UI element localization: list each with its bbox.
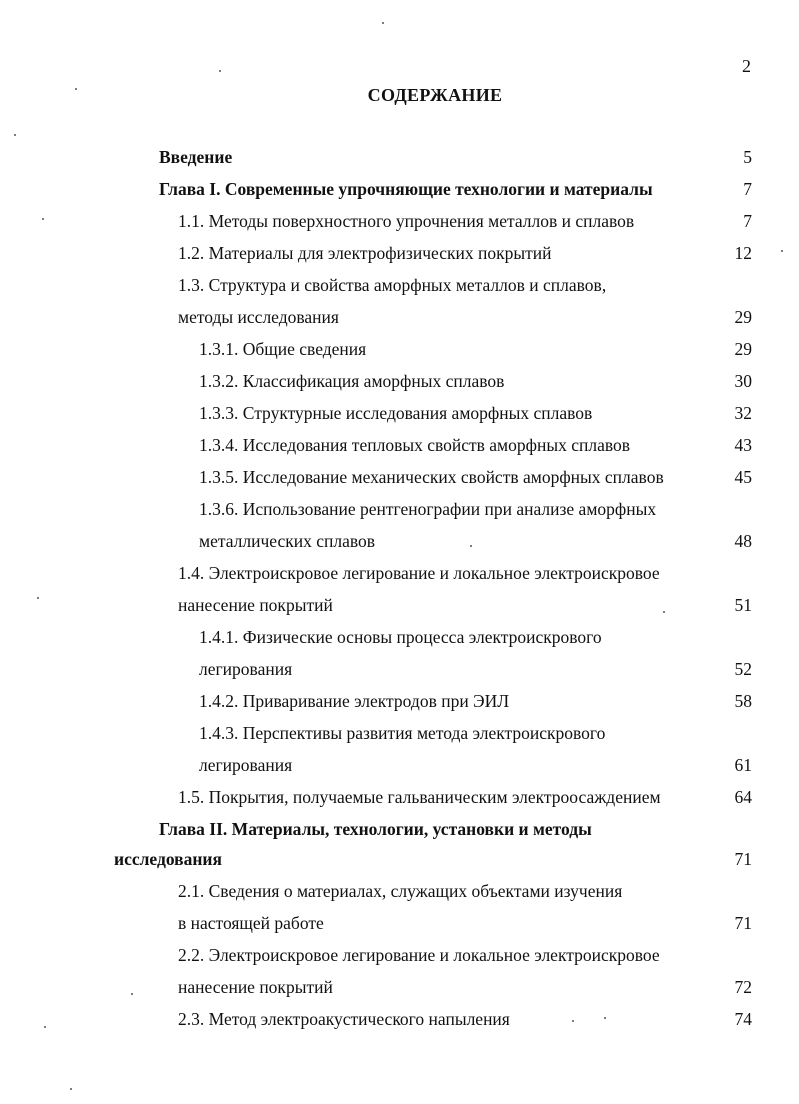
toc-entry-page: 45	[734, 467, 752, 487]
toc-entry-page: 52	[734, 659, 752, 679]
toc-entry-text: 1.2. Материалы для электрофизических покрытий	[178, 243, 552, 263]
toc-entry-text: Введение	[159, 147, 233, 167]
scan-speck	[604, 1017, 606, 1019]
toc-entry-page: 29	[734, 307, 752, 327]
toc-entry-text: 1.4.1. Физические основы процесса электроискрового	[199, 627, 602, 647]
toc-entry-text: 1.3.2. Классификация аморфных сплавов	[199, 371, 505, 391]
scan-speck	[37, 597, 39, 599]
scan-speck	[131, 993, 133, 995]
toc-entry-text: 1.1. Методы поверхностного упрочнения металлов и сплавов	[178, 211, 635, 231]
toc-entry-text: исследования	[114, 849, 222, 869]
toc-entry-page: 64	[734, 787, 752, 807]
scan-speck	[70, 1088, 72, 1090]
toc-entry-text: 1.3.6. Использование рентгенографии при анализе аморфных	[199, 499, 657, 519]
toc-entry-text: нанесение покрытий	[178, 977, 333, 997]
scan-speck	[663, 611, 665, 613]
page-title: СОДЕРЖАНИЕ	[367, 85, 503, 105]
toc-entry-text: 2.1. Сведения о материалах, служащих объектами изучения	[178, 881, 623, 901]
toc-entry-page: 71	[734, 849, 752, 869]
toc-entry-page: 7	[743, 179, 752, 199]
toc-entry-text: 1.3.3. Структурные исследования аморфных сплавов	[199, 403, 593, 423]
toc-entry-text: легирования	[199, 659, 293, 679]
scan-speck	[572, 1020, 574, 1022]
toc-entry-page: 7	[743, 211, 752, 231]
toc-entry-page: 72	[734, 977, 752, 997]
toc-entry-text: 1.4.2. Приваривание электродов при ЭИЛ	[199, 691, 510, 711]
toc-entry-text: в настоящей работе	[178, 913, 324, 933]
toc-entry-text: 1.3.4. Исследования тепловых свойств аморфных сплавов	[199, 435, 631, 455]
toc-entry-page: 30	[734, 371, 752, 391]
toc-entry-text: 1.4.3. Перспективы развития метода электроискрового	[199, 723, 606, 743]
scan-speck	[14, 134, 16, 136]
toc-entry-page: 43	[734, 435, 752, 455]
scan-speck	[44, 1026, 46, 1028]
toc-entry-text: методы исследования	[178, 307, 339, 327]
scan-speck	[219, 70, 221, 72]
toc-entry-page: 5	[743, 147, 752, 167]
toc-entry-text: Глава II. Материалы, технологии, установки и методы	[159, 819, 592, 839]
toc-entry-page: 61	[734, 755, 752, 775]
toc-entry-text: легирования	[199, 755, 293, 775]
toc-entry-page: 48	[734, 531, 752, 551]
toc-entry-page: 32	[734, 403, 752, 423]
scan-speck	[470, 545, 472, 547]
toc-entry-text: Глава I. Современные упрочняющие технологии и материалы	[159, 179, 653, 199]
page-number: 2	[742, 56, 751, 76]
toc-entry-page: 51	[734, 595, 752, 615]
toc-entry-text: 1.5. Покрытия, получаемые гальваническим электроосаждением	[178, 787, 661, 807]
toc-entry-text: 1.3. Структура и свойства аморфных металлов и сплавов,	[178, 275, 607, 295]
toc-entry-page: 71	[734, 913, 752, 933]
scan-speck	[781, 250, 783, 252]
toc-entry-page: 29	[734, 339, 752, 359]
toc-entry-text: 2.2. Электроискровое легирование и локальное электроискровое	[178, 945, 660, 965]
toc-entry-text: 2.3. Метод электроакустического напыления	[178, 1009, 510, 1029]
scan-speck	[75, 88, 77, 90]
toc-entry-page: 58	[734, 691, 752, 711]
scan-speck	[382, 22, 384, 24]
toc-entry-text: металлических сплавов	[199, 531, 376, 551]
toc-entry-text: 1.3.1. Общие сведения	[199, 339, 367, 359]
toc-entry-text: 1.3.5. Исследование механических свойств аморфных сплавов	[199, 467, 664, 487]
toc-entry-page: 74	[734, 1009, 752, 1029]
toc-entry-text: нанесение покрытий	[178, 595, 333, 615]
scan-speck	[42, 218, 44, 220]
toc-entry-page: 12	[734, 243, 752, 263]
toc-entry-text: 1.4. Электроискровое легирование и локальное электроискровое	[178, 563, 660, 583]
